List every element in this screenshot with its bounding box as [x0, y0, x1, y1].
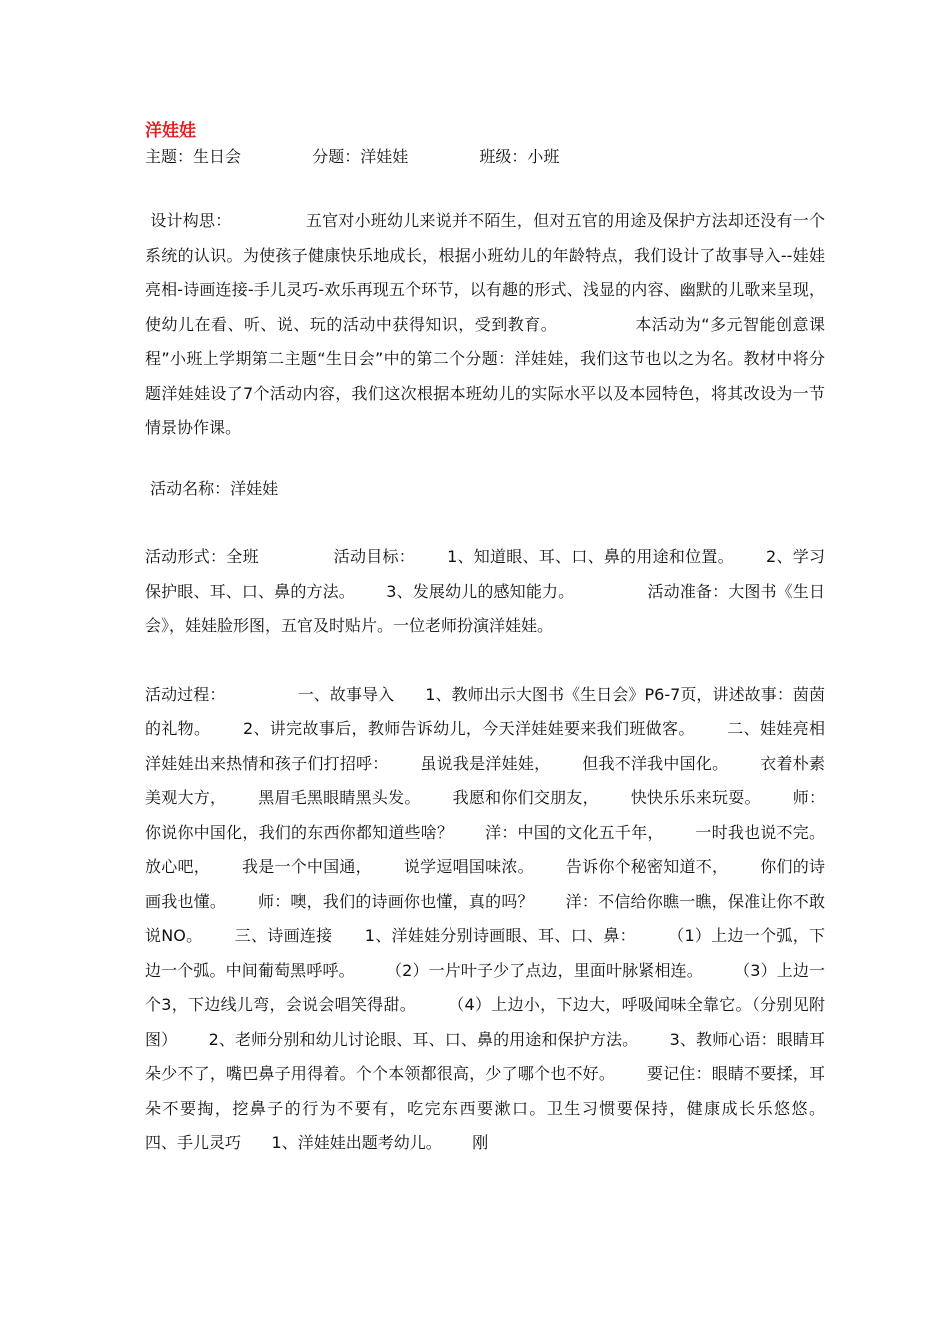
activity-name-paragraph: 活动名称：洋娃娃	[145, 478, 279, 498]
topic-meta-line: 主题：生日会 分题：洋娃娃 班级：小班	[145, 147, 560, 166]
document-title: 洋娃娃	[145, 121, 196, 141]
document-page	[145, 118, 897, 1161]
activity-form-paragraph: 活动形式：全班 活动目标： 1、知道眼、耳、口、鼻的用途和位置。 2、学习保护眼、耳、口、鼻的方法。 3、发展幼儿的感知能力。 活动准备：大图书《生日会》，娃娃脸形图，五官及时贴片。一位老师扮演洋娃娃。	[145, 547, 825, 635]
activity-process-paragraph: 活动过程： 一、故事导入 1、教师出示大图书《生日会》P6-7页，讲述故事：茵茵的礼物。 2、讲完故事后，教师告诉幼儿，今天洋娃娃要来我们班做客。 二、娃娃亮相 洋娃娃出来热情和孩子们打招呼： 虽说我是洋娃娃， 但我不洋我中国化。 衣着朴素美观大方， 黑眉毛黑眼睛黑头发。 我愿和你们交朋友， 快快乐乐来玩耍。 师：你说你中国化，我们的东西你都知道些啥？ 洋：中国的文化五千年， 一时我也说不完。 放心吧， 我是一个中国通， 说学逗唱国味浓。 告诉你个秘密知道不， 你们的诗画我也懂。 师：噢，我们的诗画你也懂，真的吗？ 洋：不信给你瞧一瞧，保准让你不敢说NO。 三、诗画连接 1、洋娃娃分别诗画眼、耳、口、鼻： （1）上边一个弧，下边一个弧。中间葡萄黑呼呼。 （2）一片叶子少了点边，里面叶脉紧相连。 （3）上边一个3，下边线儿弯，会说会唱笑得甜。 （4）上边小，下边大，呼吸闻味全靠它。（分别见附图） 2、老师分别和幼儿讨论眼、耳、口、鼻的用途和保护方法。 3、教师心语：眼睛耳朵少不了，嘴巴鼻子用得着。个个本领都很高，少了哪个也不好。 要记住：眼睛不要揉，耳朵不要掏，挖鼻子的行为不要有，吃完东西要漱口。卫生习惯要保持，健康成长乐悠悠。 四、手儿灵巧 1、洋娃娃出题考幼儿。 刚	[145, 684, 897, 1152]
design-concept-paragraph: 设计构思： 五官对小班幼儿来说并不陌生，但对五官的用途及保护方法却还没有一个系统的认识。为使孩子健康快乐地成长，根据小班幼儿的年龄特点，我们设计了故事导入--娃娃亮相-诗画连接-手儿灵巧-欢乐再现五个环节，以有趣的形式、浅显的内容、幽默的儿歌来呈现，使幼儿在看、听、说、玩的活动中获得知识，受到教育。 本活动为“多元智能创意课程”小班上学期第二主题“生日会”中的第二个分题：洋娃娃，我们这节也以之为名。教材中将分题洋娃娃设了7个活动内容，我们这次根据本班幼儿的实际水平以及本园特色，将其改设为一节情景协作课。	[145, 211, 825, 437]
